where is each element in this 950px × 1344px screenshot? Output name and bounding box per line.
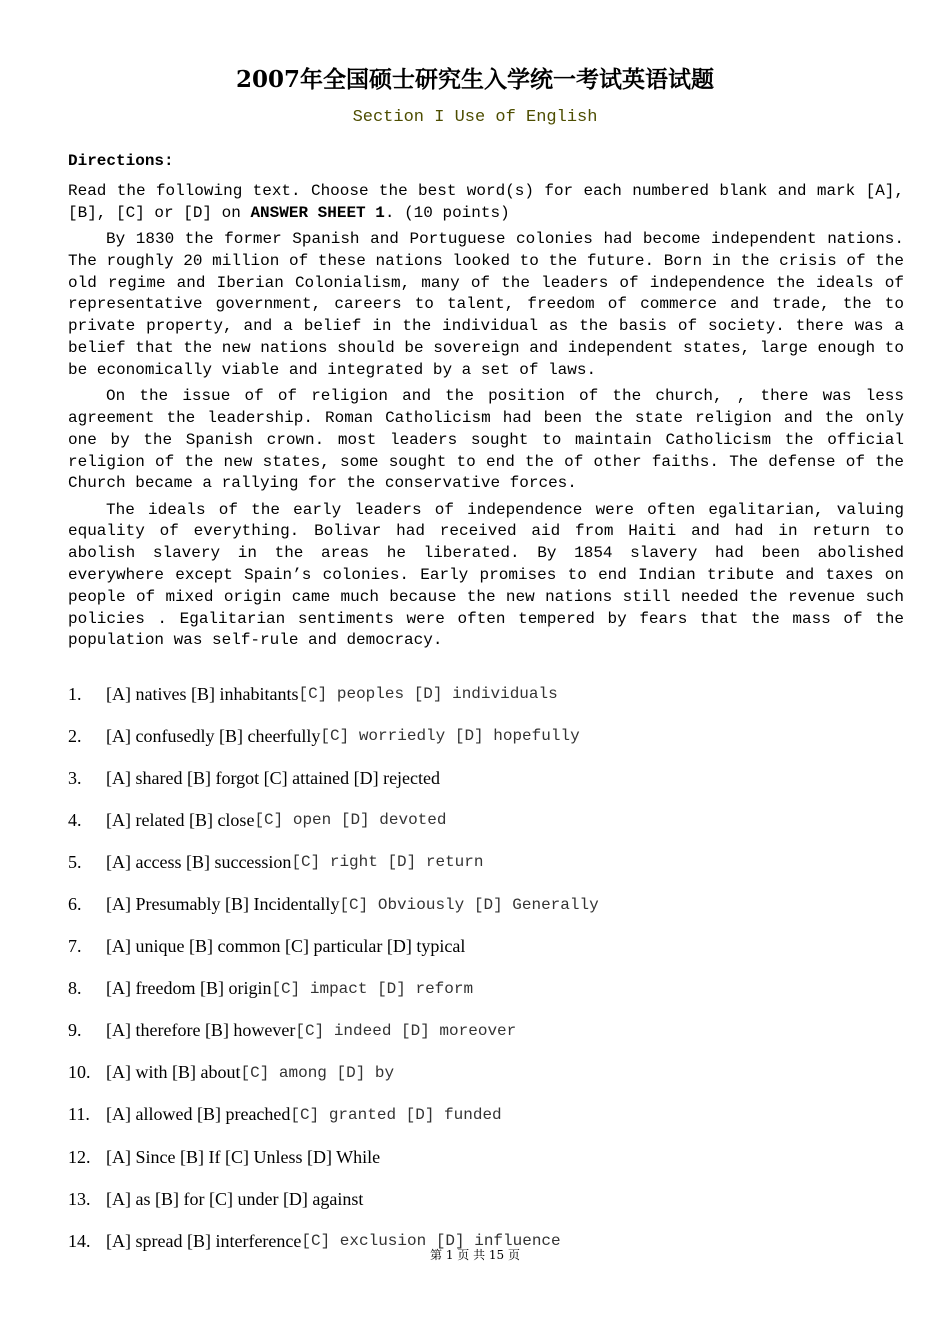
question-item — [68, 841, 904, 883]
question-item — [68, 1010, 904, 1052]
question-number: 5. — [68, 851, 82, 872]
question-options-cd: [C] Obviously [D] Generally — [339, 895, 599, 914]
question-options-cd: [C] peoples [D] individuals — [298, 685, 558, 704]
question-item — [68, 883, 904, 925]
question-options-cd: [C] worriedly [D] hopefully — [320, 727, 580, 746]
question-options-cd: [C] exclusion [D] influence — [301, 1232, 561, 1251]
question-options: [A] unique [B] common [C] particular [D] typical — [106, 936, 466, 957]
question-options-cd: [C] right [D] return — [291, 853, 484, 872]
passage-paragraph: By 1830 the former Spanish and Portuguese colonies had become independent nations. The roughly 20 million of these nations looked to the future. Born in the crisis of the old regime and Iberian Colonialism, many of the leaders of independence the ideals of representative government, careers to talent, freedom of commerce and trade, the to private property, and a belief in the individual as the basis of society. there was a belief that the new nations should be sovereign and independent states, large enough to be economically viable and integrated by a set of laws. — [68, 230, 904, 379]
question-options: [A] spread [B] interference — [106, 1230, 302, 1251]
question-number: 11. — [68, 1104, 90, 1125]
question-number: 8. — [68, 978, 82, 999]
question-options: [A] allowed [B] preached — [106, 1104, 291, 1125]
question-item — [68, 673, 904, 715]
passage-paragraph: On the issue of of religion and the position of the church, , there was less agreement the leadership. Roman Catholicism had been the state religion and the only one by the Spanish crown. most leaders sought to maintain Catholicism the official religion of the new states, some sought to end the of other faiths. The defense of the Church became a rallying for the conservative forces. — [68, 387, 904, 493]
question-options: [A] related [B] close — [106, 809, 255, 830]
question-number: 2. — [68, 725, 82, 746]
question-number: 9. — [68, 1020, 82, 1041]
question-number: 10. — [68, 1062, 91, 1083]
question-number: 13. — [68, 1188, 91, 1209]
question-item — [68, 1052, 904, 1094]
question-item — [68, 968, 904, 1010]
question-options: [A] Presumably [B] Incidentally — [106, 894, 340, 915]
question-number: 7. — [68, 936, 82, 957]
question-options-cd: [C] open [D] devoted — [254, 811, 447, 830]
question-options: [A] as [B] for [C] under [D] against — [106, 1188, 364, 1209]
question-options: [A] access [B] succession — [106, 851, 292, 872]
question-item — [68, 1094, 904, 1136]
question-options: [A] natives [B] inhabitants — [106, 683, 299, 704]
question-number: 6. — [68, 894, 82, 915]
passage-paragraph: The ideals of the early leaders of independence were often egalitarian, valuing equality of everything. Bolivar had received aid from Haiti and had in return to abolish slavery in the areas he liberated. By 1854 slavery had been abolished everywhere except Spain’s colonies. Early promises to end Indian tribute and taxes on people of mixed origin came much because the new nations still needed the revenue such policies . Egalitarian sentiments were often tempered by fears that the mass of the population was self-rule and democracy. — [68, 500, 904, 650]
directions-label: Directions: — [68, 152, 174, 170]
page-title: 2007年全国硕士研究生入学统一考试英语试题 — [235, 66, 714, 93]
question-options: [A] shared [B] forgot [C] attained [D] rejected — [106, 767, 441, 788]
question-options: [A] confusedly [B] cheerfully — [106, 725, 321, 746]
question-list — [68, 673, 904, 1262]
question-item — [68, 1178, 904, 1220]
question-options-cd: [C] indeed [D] moreover — [295, 1021, 517, 1040]
question-options-cd: [C] among [D] by — [240, 1063, 395, 1082]
question-options: [A] freedom [B] origin — [106, 978, 272, 999]
question-options: [A] therefore [B] however — [106, 1020, 296, 1041]
answer-sheet-label: ANSWER SHEET 1 — [250, 203, 385, 222]
question-number: 12. — [68, 1146, 91, 1167]
question-item — [68, 715, 904, 757]
question-item — [68, 757, 904, 799]
question-number: 14. — [68, 1230, 91, 1251]
directions-text: Read the following text. Choose the best word(s) for each numbered blank and mark [A], [B], [C] or [D] on ANSWER SHEET 1. (10 points) — [68, 182, 904, 222]
question-item — [68, 1136, 904, 1178]
passage — [68, 181, 904, 657]
question-options-cd: [C] granted [D] funded — [290, 1105, 502, 1124]
question-number: 4. — [68, 809, 82, 830]
question-item — [68, 799, 904, 841]
question-number: 1. — [68, 683, 82, 704]
question-options-cd: [C] impact [D] reform — [271, 979, 474, 998]
page-footer: 第 1 页 共 15 页 — [430, 1248, 520, 1262]
question-options: [A] Since [B] If [C] Unless [D] While — [106, 1146, 381, 1167]
question-number: 3. — [68, 767, 82, 788]
question-options: [A] with [B] about — [106, 1062, 241, 1083]
question-item — [68, 926, 904, 968]
section-heading: Section I Use of English — [352, 108, 598, 127]
